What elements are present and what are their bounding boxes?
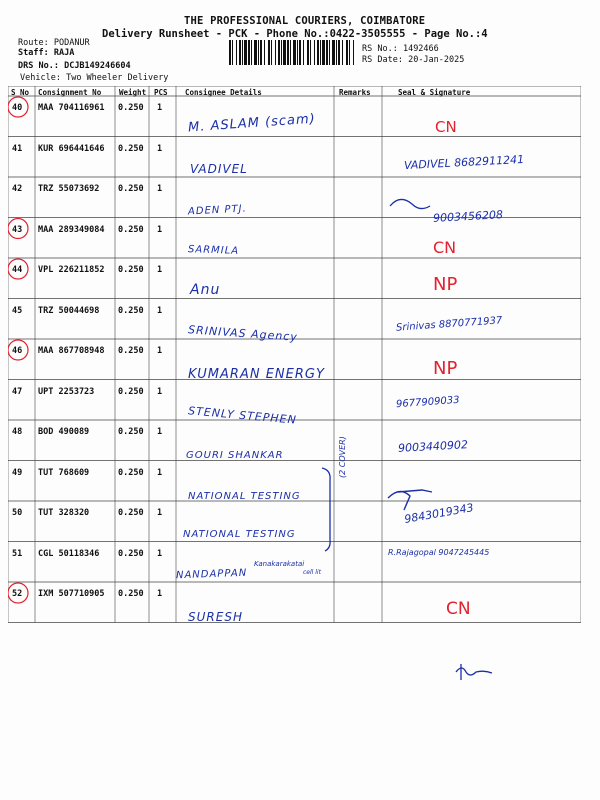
row-consignment: MAA 867708948 (38, 346, 105, 356)
col-header-weight: Weight (119, 88, 147, 97)
row-weight: 0.250 (118, 467, 144, 478)
row-consignee-handwritten: NANDAPPAN (175, 567, 248, 582)
row-status-stamp: CN (446, 599, 471, 619)
row-sno: 46 (12, 346, 23, 356)
col-header-consignment: Consignment No (38, 88, 102, 97)
rs-date-label: RS Date: (362, 55, 403, 65)
row-pcs: 1 (157, 184, 163, 194)
row-consignee-handwritten: STENLY STEPHEN (187, 404, 298, 427)
row-consignment: TUT 768609 (38, 467, 90, 478)
flourish-signature (456, 664, 492, 680)
row-weight: 0.250 (118, 346, 144, 356)
row-signature: 9003456208 (432, 208, 504, 225)
col-header-consignee: Consignee Details (185, 88, 262, 97)
row-consignee-handwritten: SURESH (188, 610, 243, 624)
vehicle-label: Vehicle: (20, 73, 61, 83)
row-sno: 48 (12, 427, 23, 437)
staff-value: RAJA (53, 48, 75, 58)
row-pcs: 1 (157, 305, 163, 316)
vehicle-line (20, 73, 168, 83)
row51-note-1: Kanakarakatai (254, 560, 305, 568)
vehicle-value: Two Wheeler Delivery (66, 73, 169, 83)
row-sno: 44 (12, 265, 23, 275)
row-pcs: 1 (157, 508, 163, 518)
row-consignee-handwritten: SARMILA (187, 244, 240, 257)
row-consignment: IXM 507710905 (38, 589, 105, 599)
rs-no-line (362, 44, 439, 54)
row-sno: 43 (12, 224, 23, 235)
row-pcs: 1 (157, 346, 163, 356)
row-weight: 0.250 (118, 508, 144, 518)
row51-note-2: cell lit (303, 569, 321, 576)
row-consignment: MAA 704116961 (38, 103, 105, 113)
row-signature: Srinivas 8870771937 (395, 315, 503, 334)
table-row (8, 420, 581, 461)
row-sno: 41 (12, 143, 23, 154)
route-label: Route: (18, 38, 49, 48)
col-header-sno: S No (11, 88, 30, 97)
row-pcs: 1 (157, 103, 163, 113)
row-consignment: TUT 328320 (38, 508, 90, 518)
row-weight: 0.250 (118, 589, 144, 599)
row-status-stamp: CN (435, 118, 457, 136)
row-sno: 42 (12, 184, 23, 194)
row-consignment: KUR 696441646 (38, 143, 105, 154)
row-consignee-handwritten: GOURI SHANKAR (186, 450, 284, 461)
runsheet-title: Delivery Runsheet - PCK - Phone No.:0422-3505555 - Page No.:4 (102, 28, 488, 40)
rs-date-line (362, 55, 464, 65)
route-value: PODANUR (53, 38, 90, 48)
row-signature: 9677909033 (395, 394, 460, 411)
row-pcs: 1 (157, 548, 163, 559)
drs-line (18, 61, 131, 71)
row-consignment: TRZ 55073692 (38, 184, 100, 194)
row-pcs: 1 (157, 265, 163, 275)
runsheet-table (8, 86, 581, 631)
rs-no-label: RS No.: (362, 44, 398, 54)
row-signature: VADIVEL 8682911241 (403, 152, 525, 173)
row-pcs: 1 (157, 224, 163, 235)
row-consignment: MAA 289349084 (38, 224, 105, 235)
drs-value: DCJB149246604 (64, 61, 131, 71)
row-consignment: TRZ 50044698 (38, 305, 100, 316)
row-signature: 9003440902 (397, 438, 469, 455)
row-weight: 0.250 (118, 427, 144, 437)
col-header-remarks: Remarks (339, 88, 371, 97)
row-weight: 0.250 (118, 265, 144, 275)
row-sno: 45 (12, 305, 23, 316)
row-sno: 50 (12, 508, 23, 518)
col-header-seal: Seal & Signature (398, 88, 471, 97)
row-pcs: 1 (157, 427, 163, 437)
row-sno: 47 (12, 386, 23, 397)
staff-label: Staff: (18, 48, 49, 58)
row-consignee-handwritten: NATIONAL TESTING (188, 491, 301, 502)
row-sno: 49 (12, 467, 23, 478)
row-weight: 0.250 (118, 143, 144, 154)
row-pcs: 1 (157, 143, 163, 154)
row-weight: 0.250 (118, 103, 144, 113)
row-weight: 0.250 (118, 224, 144, 235)
row-consignment: BOD 490089 (38, 427, 90, 437)
row-sno: 52 (12, 589, 23, 599)
row-consignee-handwritten: Anu (190, 282, 221, 298)
staff-line (18, 48, 74, 58)
route-line (18, 38, 90, 48)
row-consignee-handwritten: VADIVEL (190, 162, 248, 176)
row-consignment: CGL 50118346 (38, 548, 100, 559)
row-consignee-handwritten: ADEN PTJ. (187, 203, 248, 218)
row-signature: 9843019343 (403, 501, 475, 526)
row-status-stamp: CN (433, 238, 457, 257)
row-sno: 51 (12, 548, 23, 559)
rs-date-value: 20-Jan-2025 (408, 55, 465, 65)
row-pcs: 1 (157, 467, 163, 478)
col-header-pcs: PCS (154, 88, 168, 97)
row-weight: 0.250 (118, 386, 144, 397)
row-consignment: VPL 226211852 (38, 265, 105, 275)
row-signature: R.Rajagopal 9047245445 (388, 548, 490, 557)
bracket-note: (2 COVER) (338, 436, 347, 478)
row-consignee-handwritten: SRINIVAS Agency (187, 323, 299, 344)
barcode (229, 40, 356, 65)
row-weight: 0.250 (118, 548, 144, 559)
row-consignee-handwritten: KUMARAN ENERGY (188, 367, 325, 382)
row-weight: 0.250 (118, 305, 144, 316)
rs-no-value: 1492466 (402, 44, 439, 54)
row-consignee-handwritten: M. ASLAM (scam) (187, 111, 317, 136)
row-sno: 40 (12, 103, 23, 113)
row-consignment: UPT 2253723 (38, 386, 95, 397)
row-pcs: 1 (157, 589, 163, 599)
row-status-stamp: NP (433, 358, 458, 379)
row-weight: 0.250 (118, 184, 144, 194)
row-status-stamp: NP (433, 274, 458, 295)
company-title: THE PROFESSIONAL COURIERS, COIMBATORE (184, 15, 426, 27)
row-consignee-handwritten: NATIONAL TESTING (183, 529, 296, 540)
drs-label: DRS No.: (18, 61, 59, 71)
row-pcs: 1 (157, 386, 163, 397)
